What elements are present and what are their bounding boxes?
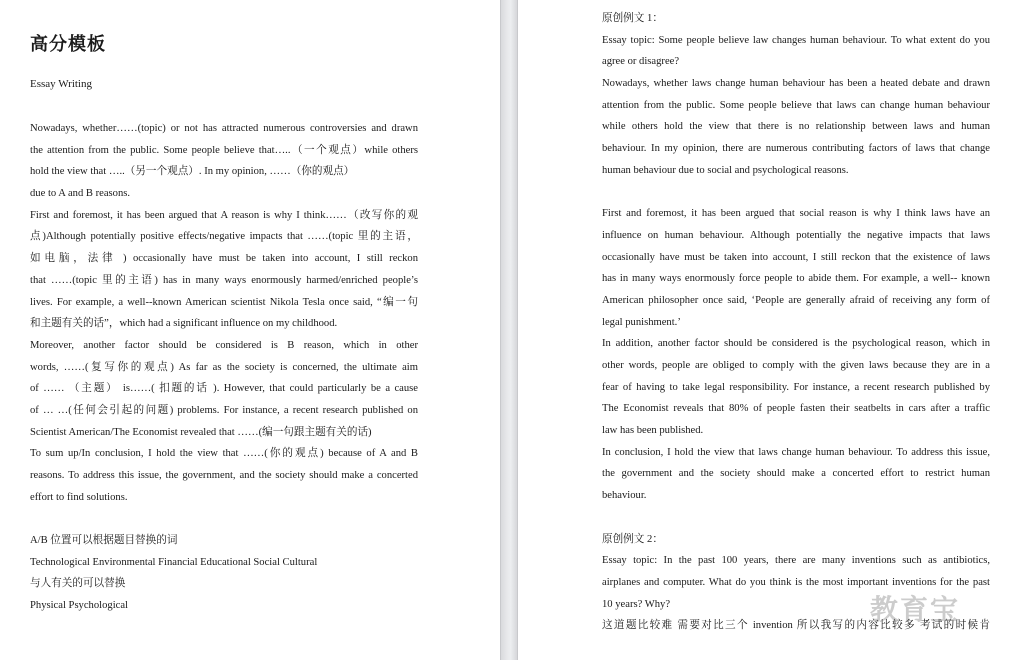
- text-line: A/B 位置可以根据题目替换的词: [30, 535, 178, 547]
- blank-line: [602, 507, 990, 529]
- template-body: [30, 118, 418, 617]
- text-line: agree or disagree?: [602, 56, 680, 68]
- text-line: of …… （主题） is……( 扣题的话 ). However, that could particularly be a cause: [30, 383, 418, 395]
- text-line: fear of having to take legal responsibility. For instance, a recent research published by: [602, 381, 990, 393]
- text-line: 这道题比较难 需要对比三个 invention 所以我写的内容比较多 考试的时候肯: [602, 620, 990, 632]
- text-line: In conclusion, I hold the view that laws change human behaviour. To address this issue,: [602, 446, 990, 458]
- text-line: To sum up/In conclusion, I hold the view that ……(你的观点) because of A and B: [30, 448, 418, 460]
- text-line: The Economist reveals that 80% of people fasten their seatbelts in cars after a traffic: [602, 403, 990, 415]
- right-page: [518, 0, 1018, 660]
- text-line: occasionally have must be taken into account, I still reckon that the existence of laws: [602, 251, 990, 263]
- text-line: words, ……(复写你的观点) As far as the society is concerned, the ultimate aim: [30, 361, 418, 373]
- watermark-logo: 教育宝: [870, 593, 961, 626]
- text-line: law has been published.: [602, 425, 704, 437]
- text-line: due to A and B reasons.: [30, 188, 131, 200]
- text-line: effort to find solutions.: [30, 491, 128, 503]
- text-line: lives. For example, a well--known American scientist Nikola Tesla once said, “编一句: [30, 296, 418, 308]
- text-line: Technological Environmental Financial Educational Social Cultural: [30, 556, 318, 568]
- text-line: attention from the public. Some people believe that laws can change human behaviour: [602, 99, 990, 111]
- text-line: behaviour.: [602, 490, 647, 502]
- page-title: 高分模板: [30, 34, 106, 55]
- text-line: 点)Although potentially positive effects/negative impacts that ……(topic 里的主语，: [30, 231, 418, 243]
- text-line: behaviour. In my opinion, there are numerous contributing factors of laws that change: [602, 143, 990, 155]
- blank-line: [602, 182, 990, 204]
- text-line: 和主题有关的话”，which had a significant influence on my childhood.: [30, 318, 338, 330]
- blank-line: [30, 508, 418, 530]
- text-line: 与人有关的可以替换: [30, 578, 126, 590]
- text-line: while others hold the view that there is no relationship between laws and human: [602, 121, 990, 133]
- text-line: Moreover, another factor should be considered is B reason, which in other: [30, 339, 418, 351]
- text-line: Nowadays, whether laws change human behaviour has been a heated debate and drawn: [602, 78, 990, 90]
- text-line: hold the view that …..（另一个观点）. In my opinion, ……（你的观点）: [30, 166, 355, 178]
- text-line: that ……(topic 里的主语) has in many ways enormously harmed/enriched people’s: [30, 274, 418, 286]
- text-line: American philosopher once said, ‘People are generally afraid of receiving any form of: [602, 294, 990, 306]
- text-line: reasons. To address this issue, the government, and the society should make a concerted: [30, 470, 418, 481]
- sample-essay-1: [602, 8, 990, 637]
- text-line: 10 years? Why?: [602, 598, 671, 610]
- text-line: influence on human behaviour. Although potentially the negative impacts that laws: [602, 229, 990, 241]
- left-page: [0, 0, 500, 660]
- text-line: Nowadays, whether……(topic) or not has attracted numerous controversies and drawn: [30, 123, 418, 134]
- text-line: First and foremost, it has been argued that A reason is why I think……（改写你的观: [30, 209, 418, 221]
- text-line: of … …(任何会引起的问题) problems. For instance, a recent research published on: [30, 404, 418, 416]
- sample-heading: 原创例文 1：: [602, 13, 663, 24]
- text-line: Physical Psychological: [30, 600, 128, 612]
- text-line: In addition, another factor should be considered is the psychological reason, which in: [602, 338, 990, 350]
- text-line: 如电脑，法律 ) occasionally have must be taken into account, I still reckon: [30, 253, 418, 265]
- page-gutter: [500, 0, 518, 660]
- text-line: Essay topic: In the past 100 years, there are many inventions such as antibiotics,: [602, 555, 990, 567]
- sample-heading: 原创例文 2：: [602, 533, 663, 545]
- text-line: other words, people are obliged to comply with the given laws because they are in a: [602, 360, 990, 371]
- text-line: airplanes and computer. What do you think is the most important inventions for the past: [602, 576, 990, 588]
- text-line: First and foremost, it has been argued that social reason is why I think laws have an: [602, 208, 990, 220]
- text-line: Essay topic: Some people believe law changes human behaviour. To what extent do you: [602, 34, 990, 46]
- text-line: human behaviour due to social and psychological reasons.: [602, 164, 849, 176]
- text-line: legal punishment.’: [602, 316, 681, 328]
- text-line: the government and the society should make a concerted effort to restrict human: [602, 468, 990, 480]
- essay-writing-subtitle: Essay Writing: [30, 78, 92, 90]
- text-line: Scientist American/The Economist revealed that ……(编一句跟主题有关的话): [30, 426, 372, 438]
- text-line: the attention from the public. Some people believe that…..（一个观点）while others: [30, 144, 418, 156]
- text-line: has in many ways enormously force people to abide them. For example, a well-- known: [602, 273, 990, 285]
